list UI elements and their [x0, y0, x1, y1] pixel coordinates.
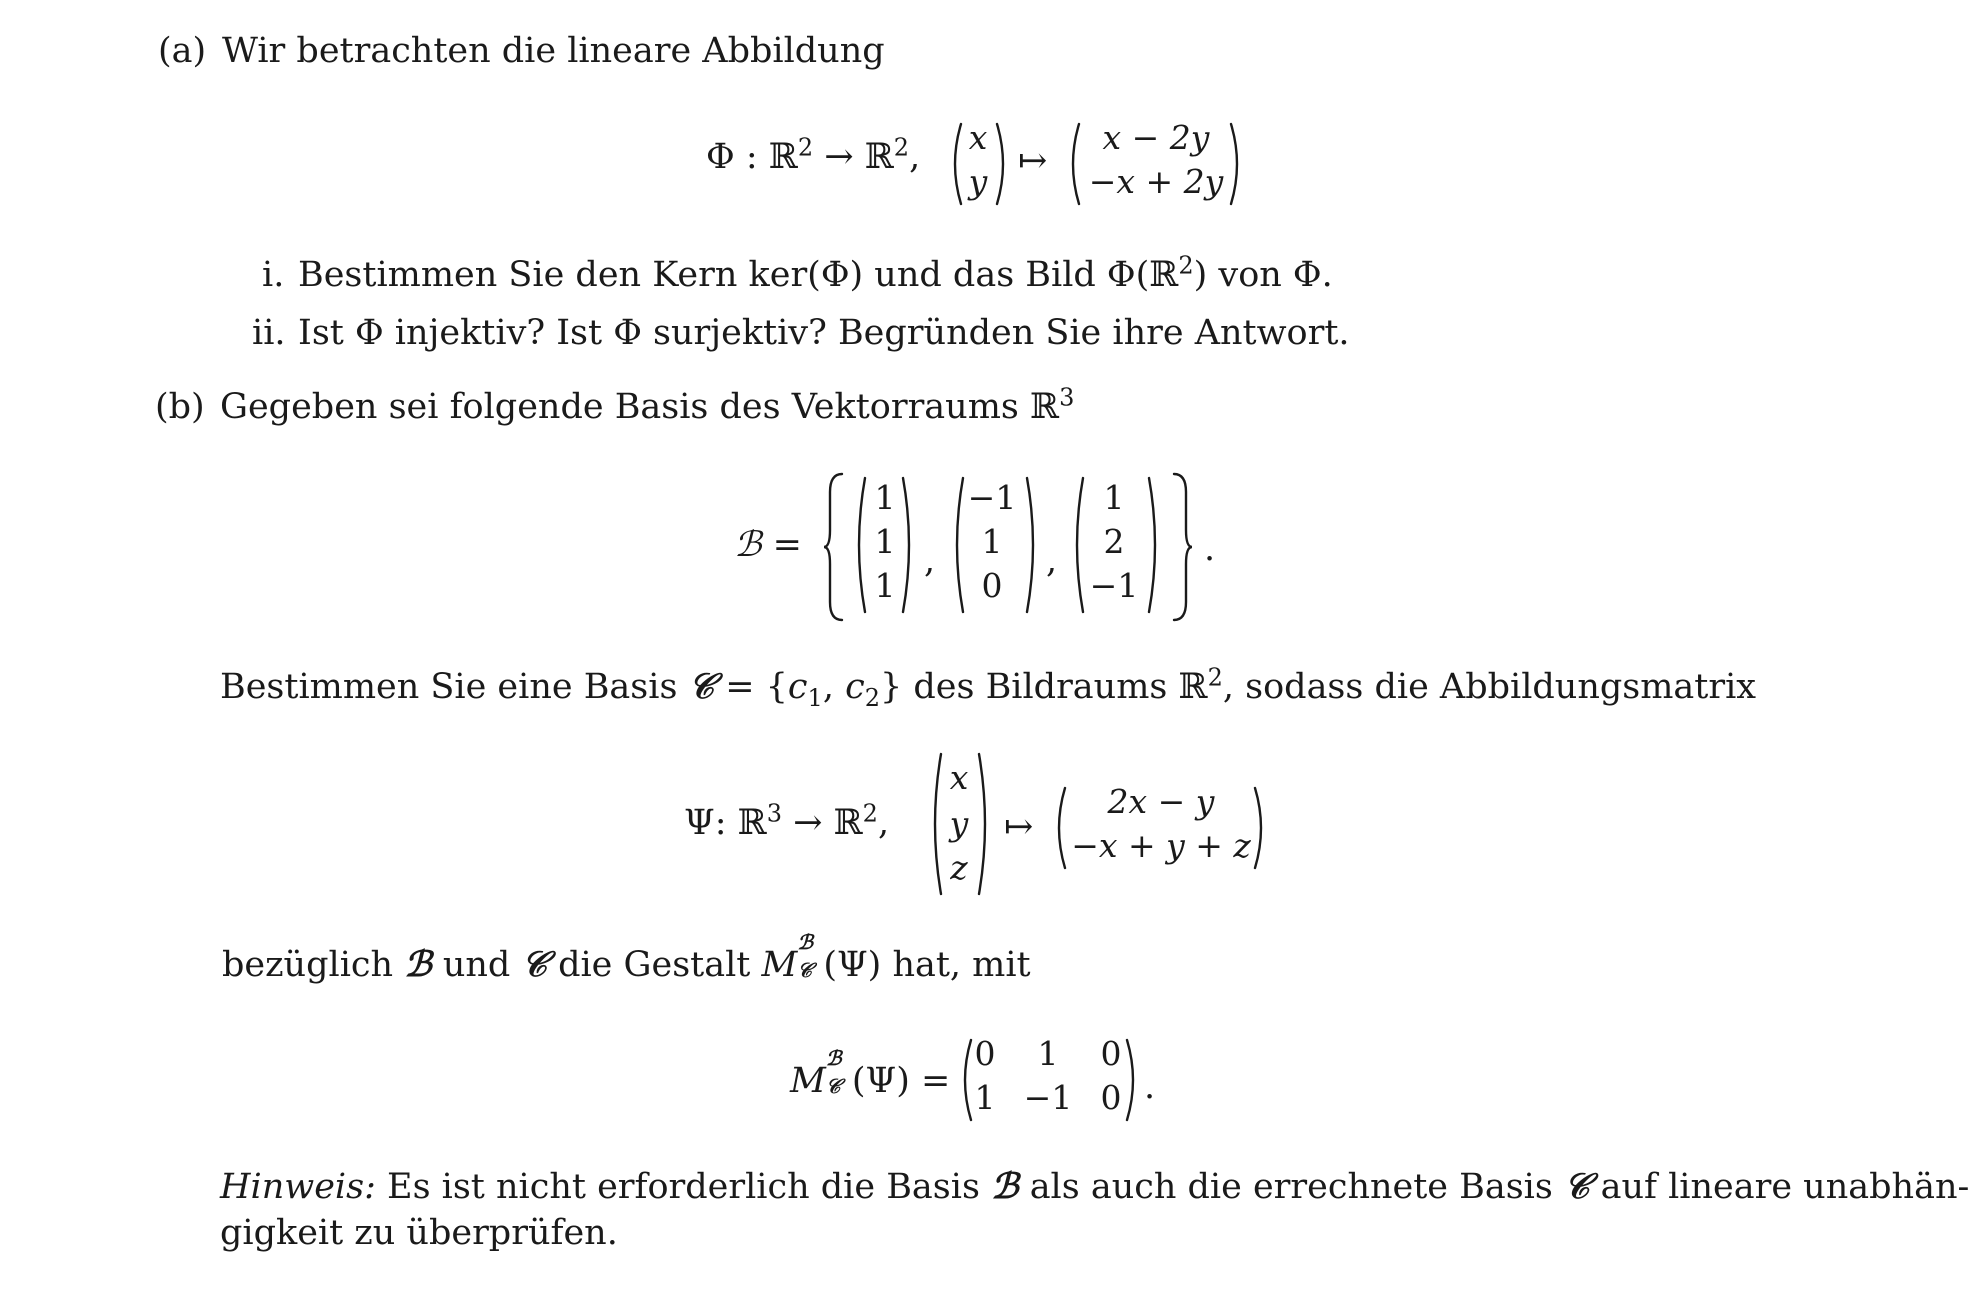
phi-input-left-paren: [948, 122, 964, 206]
matrix-r2c2: −1: [1023, 1078, 1073, 1117]
vec3-entry-3: −1: [1089, 566, 1139, 605]
hint-line-2: gigkeit zu überprüfen.: [220, 1213, 618, 1253]
phi-signature: Φ : ℝ$^2$ → ℝ$^2$,: [706, 133, 921, 177]
psi-input-right-paren: [976, 752, 992, 896]
phi-mapsto: ↦: [1018, 141, 1048, 181]
phi-output-row2: −x + 2y: [1088, 162, 1224, 201]
psi-output-row1: 2x − y: [1107, 782, 1215, 821]
psi-output-right-paren: [1252, 786, 1268, 870]
vec3-entry-1: 1: [1103, 478, 1125, 517]
basis-b-symbol: ℬ =: [734, 525, 802, 565]
psi-signature: Ψ: ℝ$^3$ → ℝ$^2$,: [684, 799, 890, 843]
vec3-right-paren: [1146, 476, 1162, 614]
vec1-entry-3: 1: [874, 566, 896, 605]
hint-line-1: Hinweis: Es ist nicht erforderlich die Basis ℬ als auch die errechnete Basis 𝒞 auf lineare unabhän-: [220, 1166, 1969, 1207]
psi-input-z: z: [950, 848, 968, 887]
task-sentence: Bestimmen Sie eine Basis 𝒞 = {$c_1$, $c_2$} des Bildraums ℝ$^2$, sodass die Abbildungsmatrix: [220, 663, 1757, 712]
vec1-entry-2: 1: [874, 522, 896, 561]
vec2-entry-1: −1: [967, 478, 1017, 517]
matrix-period: .: [1144, 1067, 1156, 1107]
basis-separator-1: ,: [924, 541, 936, 581]
phi-input-y: y: [968, 162, 988, 201]
psi-input-x: x: [949, 758, 969, 797]
vec2-entry-3: 0: [981, 566, 1003, 605]
basis-right-brace: [1170, 472, 1194, 622]
vec1-right-paren: [900, 476, 916, 614]
psi-output-row2: −x + y + z: [1071, 826, 1251, 865]
phi-input-right-paren: [994, 122, 1010, 206]
basis-left-brace: [822, 472, 846, 622]
basis-separator-2: ,: [1046, 541, 1058, 581]
matrix-r1c3: 0: [1100, 1034, 1122, 1073]
vec3-entry-2: 2: [1103, 522, 1125, 561]
matrix-r1c1: 0: [974, 1034, 996, 1073]
basis-period: .: [1204, 529, 1216, 569]
matrix-lhs: M ℬ 𝒞 (Ψ) =: [790, 1046, 951, 1101]
phi-input-x: x: [968, 118, 988, 157]
relation-sentence: bezüglich ℬ und 𝒞 die Gestalt M ℬ 𝒞 (Ψ) hat, mit: [222, 930, 1031, 985]
vec2-entry-2: 1: [981, 522, 1003, 561]
hint-label: Hinweis:: [220, 1167, 376, 1207]
phi-output-row1: x − 2y: [1102, 118, 1210, 157]
matrix-r2c3: 0: [1100, 1078, 1122, 1117]
part-b-label: (b): [155, 387, 205, 427]
vec2-right-paren: [1024, 476, 1040, 614]
item-i-number: i.: [262, 255, 285, 295]
item-ii-number: ii.: [252, 313, 286, 353]
phi-output-right-paren: [1228, 122, 1244, 206]
part-a-label: (a): [158, 31, 207, 71]
matrix-r1c2: 1: [1037, 1034, 1059, 1073]
psi-mapsto: ↦: [1004, 807, 1034, 847]
item-ii-text: Ist Φ injektiv? Ist Φ surjektiv? Begründen Sie ihre Antwort.: [298, 313, 1350, 353]
part-b-intro: Gegeben sei folgende Basis des Vektorraums ℝ$^3$: [220, 383, 1075, 427]
psi-input-left-paren: [928, 752, 944, 896]
phi-output-left-paren: [1066, 122, 1082, 206]
matrix-r2c1: 1: [974, 1078, 996, 1117]
psi-input-y: y: [949, 804, 969, 843]
vec1-entry-1: 1: [874, 478, 896, 517]
part-a-intro: Wir betrachten die lineare Abbildung: [222, 31, 885, 71]
vec3-left-paren: [1070, 476, 1086, 614]
matrix-right-paren: [1124, 1038, 1140, 1122]
item-i-text: Bestimmen Sie den Kern ker(Φ) und das Bild Φ(ℝ$^2$) von Φ.: [298, 251, 1333, 295]
